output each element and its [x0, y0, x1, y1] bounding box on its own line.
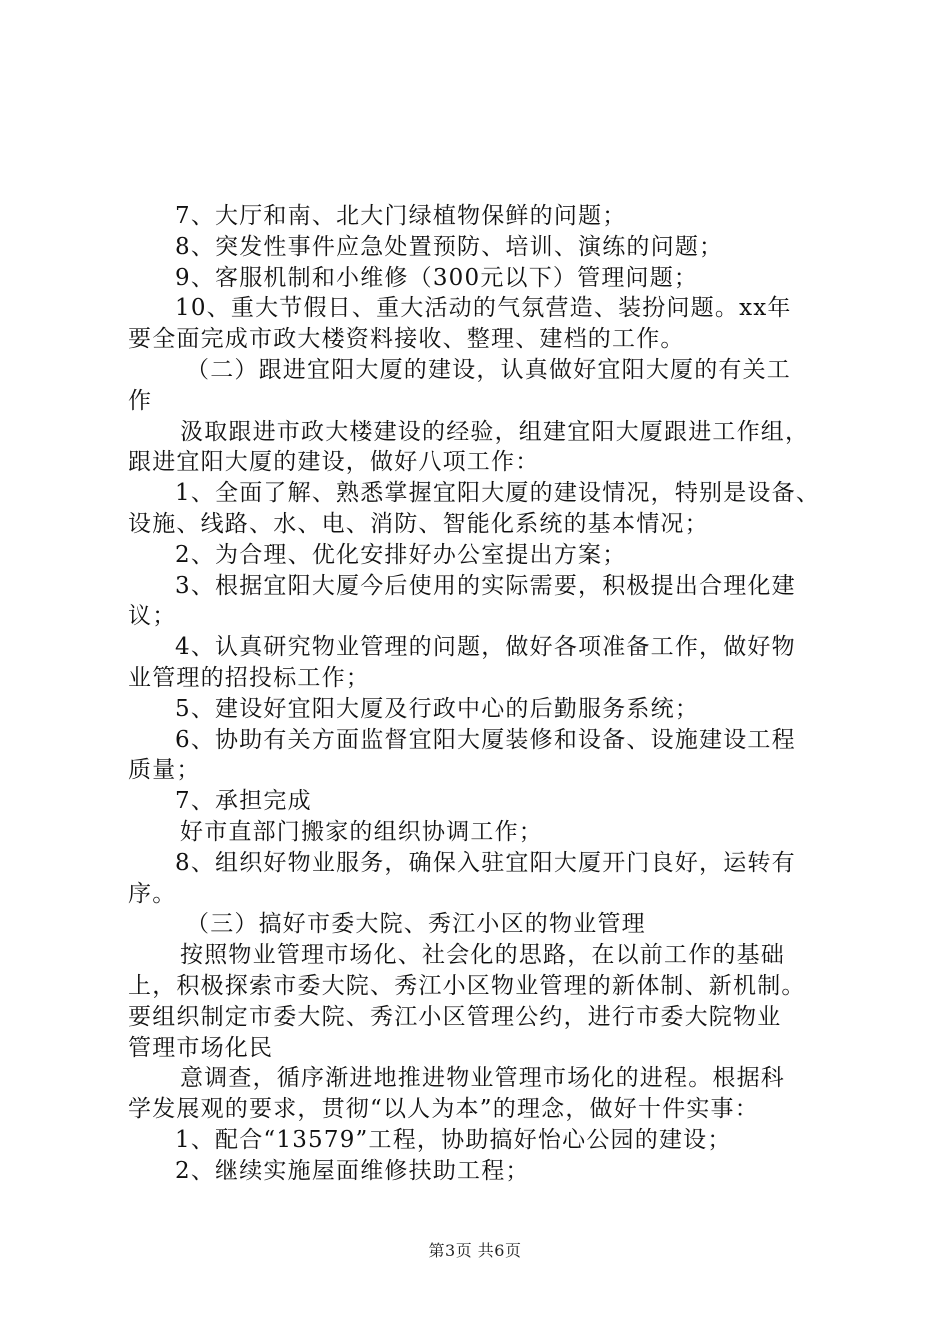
paragraph-line: 按照物业管理市场化、社会化的思路，在以前工作的基础 — [180, 942, 785, 969]
list-item: 4、认真研究物业管理的问题，做好各项准备工作，做好物 — [175, 634, 796, 661]
list-item: 5、建设好宜阳大厦及行政中心的后勤服务系统； — [175, 695, 700, 722]
paragraph-line: 序。 — [128, 880, 177, 907]
list-item: 2、继续实施屋面维修扶助工程； — [175, 1157, 530, 1184]
list-item: 1、全面了解、熟悉掌握宜阳大厦的建设情况，特别是设备、 — [175, 480, 821, 507]
paragraph-line: 汲取跟进市政大楼建设的经验，组建宜阳大厦跟进工作组， — [180, 418, 810, 445]
list-item: 3、根据宜阳大厦今后使用的实际需要，积极提出合理化建 — [175, 572, 796, 599]
paragraph-line: 学发展观的要求，贯彻“以人为本”的理念，做好十件实事： — [128, 1096, 759, 1123]
list-item: 2、为合理、优化安排好办公室提出方案； — [175, 541, 627, 568]
paragraph-line: 上，积极探索市委大院、秀江小区物业管理的新体制、新机制。 — [128, 972, 806, 999]
list-item: 6、协助有关方面监督宜阳大厦装修和设备、设施建设工程 — [175, 726, 796, 753]
paragraph-line: 议； — [128, 603, 177, 630]
list-item: 8、突发性事件应急处置预防、培训、演练的问题； — [175, 233, 724, 260]
section-heading: （三）搞好市委大院、秀江小区的物业管理 — [186, 911, 646, 938]
paragraph-line: 业管理的招投标工作； — [128, 664, 370, 691]
section-heading: （二）跟进宜阳大厦的建设，认真做好宜阳大厦的有关工 — [186, 356, 791, 383]
paragraph-line: 意调查，循序渐进地推进物业管理市场化的进程。根据科 — [180, 1065, 785, 1092]
paragraph-line: 好市直部门搬家的组织协调工作； — [180, 818, 543, 845]
list-item: 7、大厅和南、北大门绿植物保鲜的问题； — [175, 203, 627, 229]
list-item: 1、配合“13579”工程，协助搞好怡心公园的建设； — [175, 1126, 732, 1153]
list-item: 9、客服机制和小维修（300元以下）管理问题； — [175, 264, 699, 291]
list-item: 8、组织好物业服务，确保入驻宜阳大厦开门良好，运转有 — [175, 849, 796, 876]
paragraph-line: 设施、线路、水、电、消防、智能化系统的基本情况； — [128, 510, 709, 537]
list-item: 7、承担完成 — [175, 788, 312, 815]
paragraph-line: 要全面完成市政大楼资料接收、整理、建档的工作。 — [128, 326, 685, 353]
paragraph-line: 要组织制定市委大院、秀江小区管理公约，进行市委大院物业 — [128, 1003, 782, 1030]
section-heading: 作 — [128, 387, 153, 414]
paragraph-line: 跟进宜阳大厦的建设，做好八项工作： — [128, 449, 540, 476]
list-item: 10、重大节假日、重大活动的气氛营造、装扮问题。xx年 — [175, 295, 792, 322]
document-body — [128, 201, 848, 1187]
page-number-footer: 第3页 共6页 — [428, 1241, 522, 1260]
paragraph-line: 质量； — [128, 757, 201, 784]
paragraph-line: 管理市场化民 — [128, 1034, 274, 1061]
